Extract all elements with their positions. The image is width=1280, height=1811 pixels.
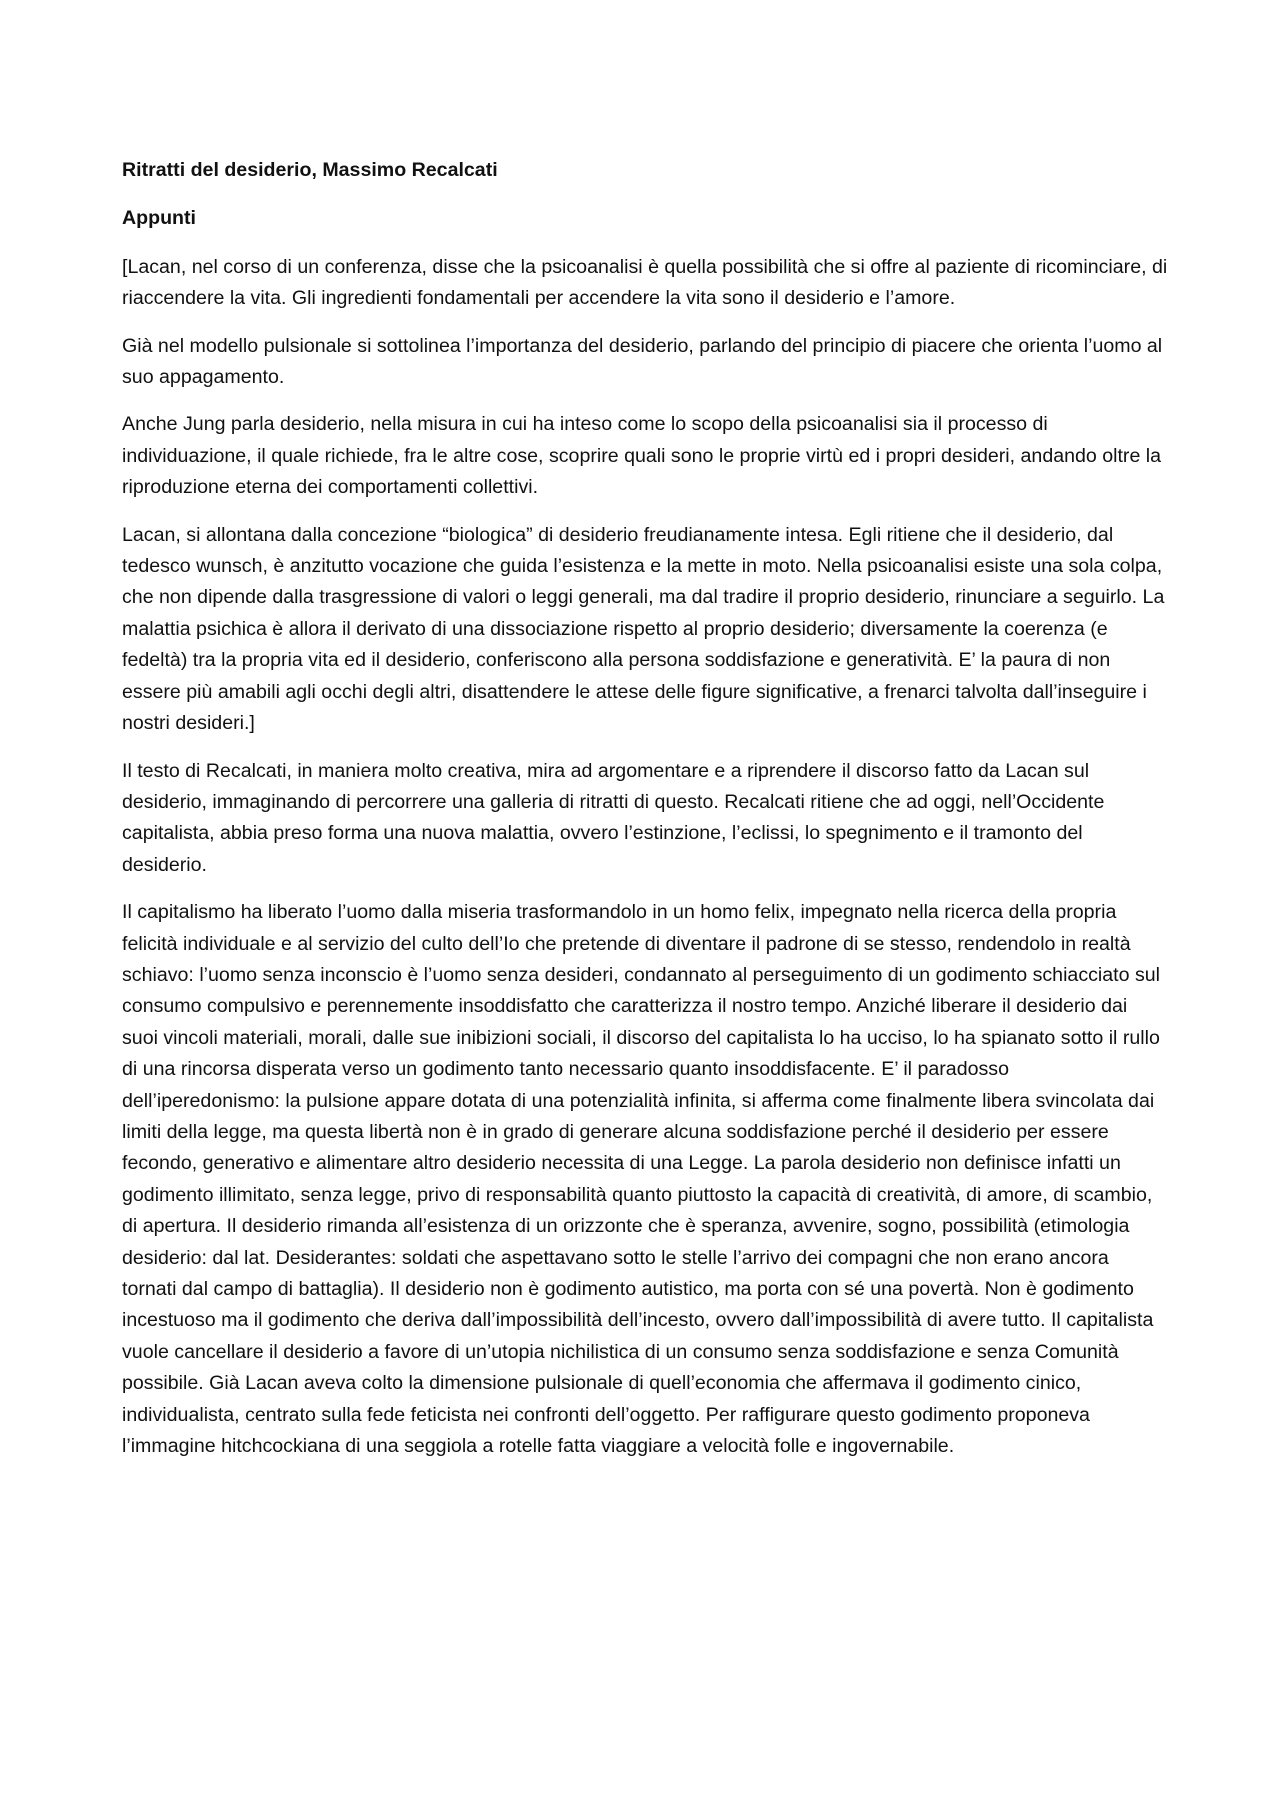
paragraph-1: [Lacan, nel corso di un conferenza, disse che la psicoanalisi è quella possibilità che si offre al paziente di ricominciare, di riaccendere la vita. Gli ingredienti fondamentali per accendere la vita sono il desiderio e l’amore. xyxy=(122,255,1168,310)
paragraph-3: Anche Jung parla desiderio, nella misura in cui ha inteso come lo scopo della psicoanalisi sia il processo di individuazione, il quale richiede, fra le altre cose, scoprire quali sono le proprie virtù ed i propri desideri, andando oltre la riproduzione eterna dei comportamenti collettivi. xyxy=(122,413,1162,499)
paragraph-6: Il capitalismo ha liberato l’uomo dalla miseria trasformandolo in un homo felix, impegnato nella ricerca della propria felicità individuale e al servizio del culto dell’Io che pretende di diventare il padrone di se stesso, rendendolo in realtà schiavo: l’uomo senza inconscio è l’uomo senza desideri, condannato al perseguimento di un godimento schiacciato sul consumo compulsivo e perennemente insoddisfatto che caratterizza il nostro tempo. Anziché liberare il desiderio dai suoi vincoli materiali, morali, dalle sue inibizioni sociali, il discorso del capitalista lo ha ucciso, lo ha spianato sotto il rullo di una rincorsa disperata verso un godimento tanto necessario quanto insoddisfacente. E’ il paradosso dell’iperedonismo: la pulsione appare dotata di una potenzialità infinita, si afferma come finalmente libera svincolata dai limiti della legge, ma questa libertà non è in grado di generare alcuna soddisfazione perché il desiderio per essere fecondo, generativo e alimentare altro desiderio necessita di una Legge. La parola desiderio non definisce infatti un godimento illimitato, senza legge, privo di responsabilità quanto piuttosto la capacità di creatività, di amore, di scambio, di apertura. Il desiderio rimanda all’esistenza di un orizzonte che è speranza, avvenire, sogno, possibilità (etimologia desiderio: dal lat. Desiderantes: soldati che aspettavano sotto le stelle l’arrivo dei compagni che non erano ancora tornati dal campo di battaglia). Il desiderio non è godimento autistico, ma porta con sé una povertà. Non è godimento incestuoso ma il godimento che deriva dall’impossibilità dell’incesto, ovvero dall’impossibilità di avere tutto. Il capitalista vuole cancellare il desiderio a favore di un’utopia nichilistica di un consumo senza soddisfazione e senza Comunità possibile. Già Lacan aveva colto la dimensione pulsionale di quell’economia che affermava il godimento cinico, individualista, centrato sulla fede feticista nei confronti dell’oggetto. Per raffigurare questo godimento proponeva l’immagine hitchcockiana di una seggiola a rotelle fatta viaggiare a velocità folle e ingovernabile. xyxy=(122,901,1160,1458)
document-title: Ritratti del desiderio, Massimo Recalcati xyxy=(122,159,498,181)
paragraph-5: Il testo di Recalcati, in maniera molto creativa, mira ad argomentare e a riprendere il discorso fatto da Lacan sul desiderio, immaginando di percorrere una galleria di ritratti di questo. Recalcati ritiene che ad oggi, nell’Occidente capitalista, abbia preso forma una nuova malattia, ovvero l’estinzione, l’eclissi, lo spegnimento e il tramonto del desiderio. xyxy=(122,759,1105,876)
document-subtitle: Appunti xyxy=(122,207,196,230)
paragraph-4: Lacan, si allontana dalla concezione “biologica” di desiderio freudianamente intesa. Egli ritiene che il desiderio, dal tedesco wunsch, è anzitutto vocazione che guida l’esistenza e la mette in moto. Nella psicoanalisi esiste una sola colpa, che non dipende dalla trasgressione di valori o leggi generali, ma dal tradire il proprio desiderio, rinunciare a seguirlo. La malattia psichica è allora il derivato di una dissociazione rispetto al proprio desiderio; diversamente la coerenza (e fedeltà) tra la propria vita ed il desiderio, conferiscono alla persona soddisfazione e generatività. E’ la paura di non essere più amabili agli occhi degli altri, disattendere le attese delle figure significative, a frenarci talvolta dall’inseguire i nostri desideri.] xyxy=(122,523,1165,735)
paragraph-2: Già nel modello pulsionale si sottolinea l’importanza del desiderio, parlando del principio di piacere che orienta l’uomo al suo appagamento. xyxy=(122,334,1163,389)
document-body xyxy=(122,155,1168,1478)
